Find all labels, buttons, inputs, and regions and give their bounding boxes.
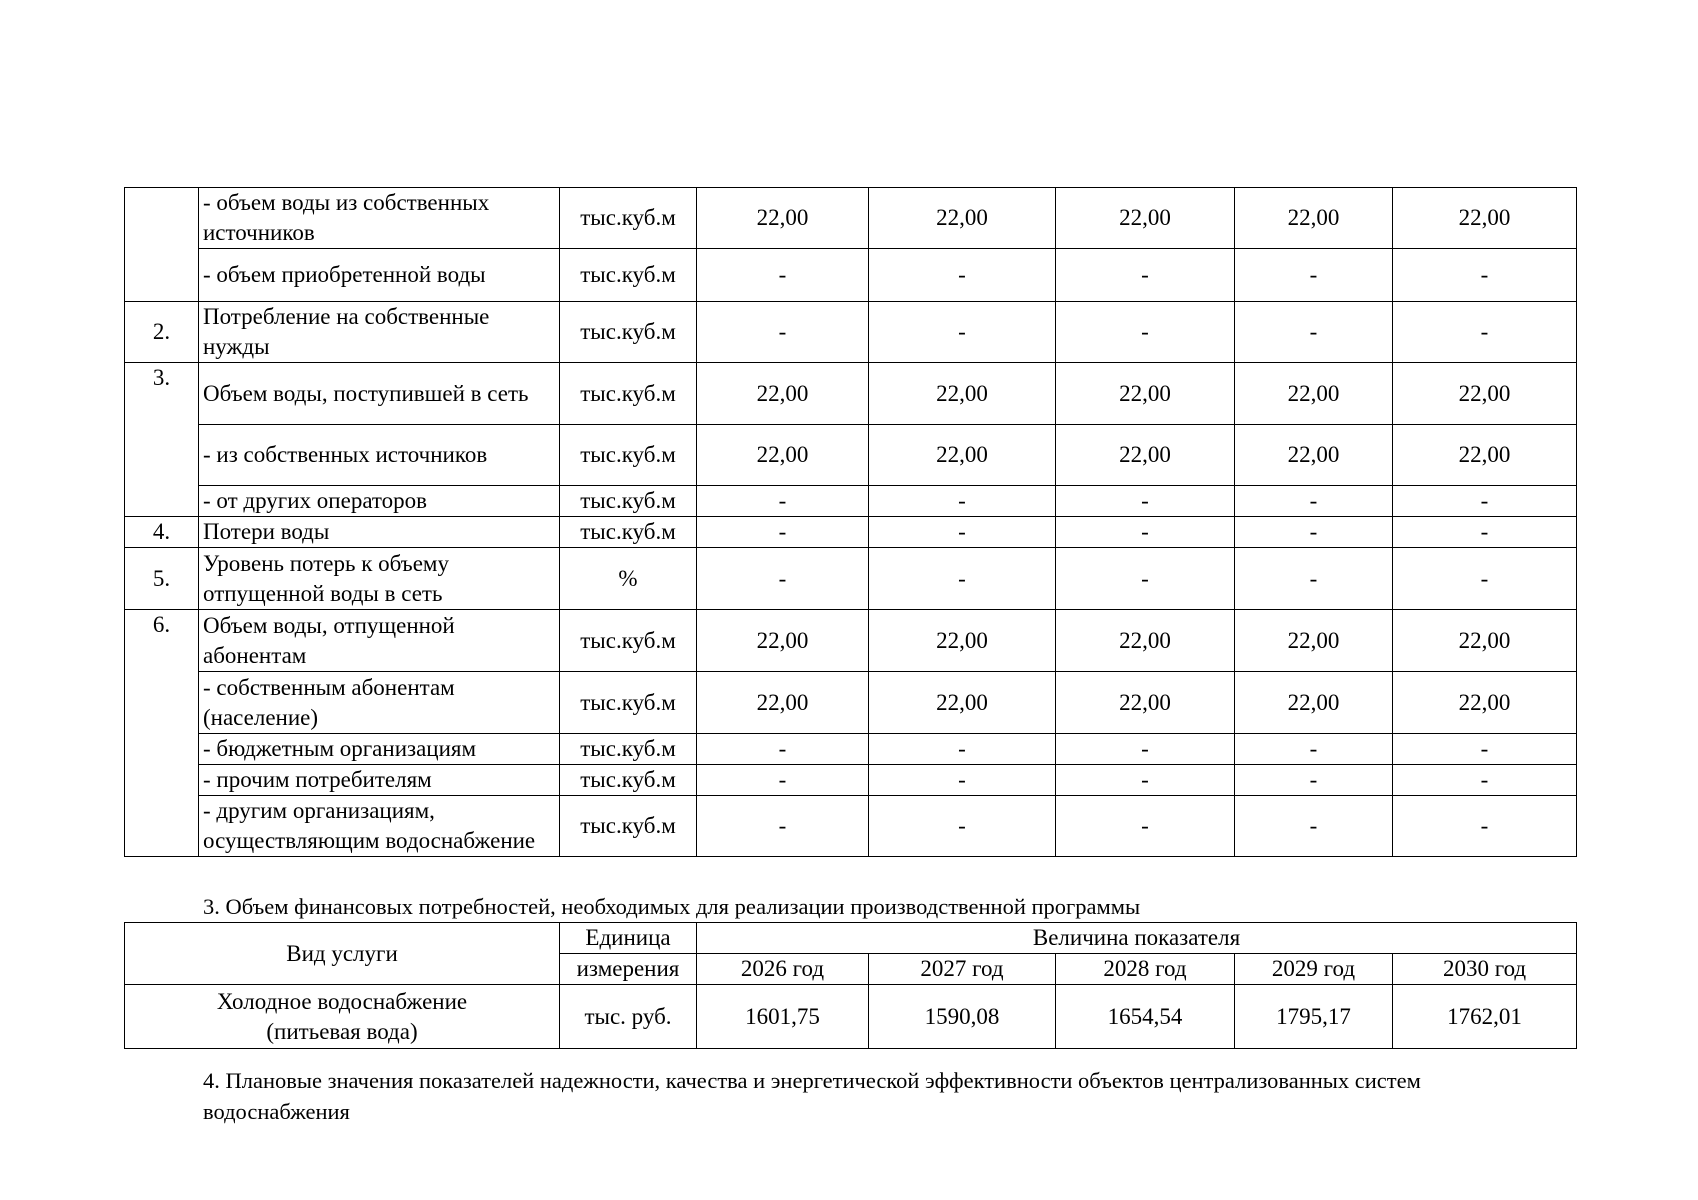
value-cell: 22,00 — [1235, 425, 1393, 486]
section-4-title — [203, 1065, 1421, 1127]
row-number: 2. — [125, 302, 199, 363]
value-cell: 22,00 — [869, 363, 1056, 425]
service-type-cell — [125, 985, 560, 1049]
value-cell: 22,00 — [1235, 188, 1393, 249]
value-cell: - — [1235, 548, 1393, 610]
table-row — [125, 765, 1577, 796]
row-label: - от других операторов — [199, 486, 560, 517]
value-cell: - — [869, 765, 1056, 796]
row-unit: тыс.куб.м — [560, 486, 697, 517]
value-cell: - — [697, 765, 869, 796]
value-cell: - — [869, 548, 1056, 610]
row-label: Потребление на собственные нужды — [199, 302, 560, 363]
value-cell: - — [1393, 796, 1577, 857]
service-type-header: Вид услуги — [125, 923, 560, 985]
row-label: - бюджетным организациям — [199, 734, 560, 765]
value-cell: 22,00 — [1056, 672, 1235, 734]
value-cell: - — [1235, 517, 1393, 548]
value-cell: 22,00 — [869, 425, 1056, 486]
value-cell: - — [1393, 486, 1577, 517]
indicator-value-header: Величина показателя — [697, 923, 1577, 954]
year-header: 2029 год — [1235, 954, 1393, 985]
value-cell: - — [869, 302, 1056, 363]
value-cell: 22,00 — [869, 188, 1056, 249]
row-unit: тыс.куб.м — [560, 672, 697, 734]
service-line1: Холодное водоснабжение — [216, 988, 468, 1014]
row-label: - из собственных источников — [199, 425, 560, 486]
value-cell: 22,00 — [1393, 425, 1577, 486]
row-unit: тыс. руб. — [560, 985, 697, 1049]
row-unit: тыс.куб.м — [560, 188, 697, 249]
value-cell: 22,00 — [1235, 610, 1393, 672]
row-unit: % — [560, 548, 697, 610]
row-unit: тыс.куб.м — [560, 765, 697, 796]
row-label: Потери воды — [199, 517, 560, 548]
row-number: 5. — [125, 548, 199, 610]
year-header: 2027 год — [869, 954, 1056, 985]
value-cell: 22,00 — [1393, 363, 1577, 425]
value-cell: 1795,17 — [1235, 985, 1393, 1049]
row-unit: тыс.куб.м — [560, 425, 697, 486]
value-cell: - — [1056, 734, 1235, 765]
row-label: Объем воды, отпущенной абонентам — [199, 610, 560, 672]
value-cell: 22,00 — [697, 425, 869, 486]
row-unit: тыс.куб.м — [560, 302, 697, 363]
value-cell: - — [1056, 796, 1235, 857]
value-cell: - — [697, 302, 869, 363]
row-unit: тыс.куб.м — [560, 517, 697, 548]
year-header: 2026 год — [697, 954, 869, 985]
value-cell: - — [1235, 486, 1393, 517]
value-cell: 22,00 — [1235, 672, 1393, 734]
value-cell: 22,00 — [697, 610, 869, 672]
value-cell: - — [697, 796, 869, 857]
value-cell: - — [1056, 486, 1235, 517]
value-cell: 22,00 — [869, 610, 1056, 672]
value-cell: - — [1056, 249, 1235, 302]
row-label: - собственным абонентам (население) — [199, 672, 560, 734]
value-cell: - — [1056, 765, 1235, 796]
value-cell: 1762,01 — [1393, 985, 1577, 1049]
value-cell: - — [869, 796, 1056, 857]
section-3-title: 3. Объем финансовых потребностей, необходимых для реализации производственной программы — [203, 894, 1141, 919]
value-cell: - — [1393, 302, 1577, 363]
value-cell: - — [869, 517, 1056, 548]
row-unit: тыс.куб.м — [560, 796, 697, 857]
value-cell: - — [697, 249, 869, 302]
value-cell: 22,00 — [869, 672, 1056, 734]
table-row — [125, 548, 1577, 610]
row-label: - объем приобретенной воды — [199, 249, 560, 302]
row-unit: тыс.куб.м — [560, 249, 697, 302]
value-cell: 22,00 — [697, 363, 869, 425]
row-number — [125, 188, 199, 302]
section-4-title-line1: 4. Плановые значения показателей надежности, качества и энергетической эффективности объектов централизованных систем — [203, 1068, 1421, 1093]
year-header: 2028 год — [1056, 954, 1235, 985]
value-cell: 22,00 — [1393, 610, 1577, 672]
value-cell: - — [1393, 548, 1577, 610]
value-cell: 22,00 — [1056, 188, 1235, 249]
row-number: 6. — [125, 610, 199, 857]
value-cell: - — [1235, 765, 1393, 796]
value-cell: 22,00 — [1056, 610, 1235, 672]
table-row — [125, 734, 1577, 765]
value-cell: - — [1056, 517, 1235, 548]
row-label: - другим организациям, осуществляющим водоснабжение — [199, 796, 560, 857]
year-header: 2030 год — [1393, 954, 1577, 985]
value-cell: 1601,75 — [697, 985, 869, 1049]
value-cell: - — [1393, 734, 1577, 765]
value-cell: 22,00 — [1056, 425, 1235, 486]
table-row — [125, 985, 1577, 1049]
row-label: Объем воды, поступившей в сеть — [199, 363, 560, 425]
table-row — [125, 672, 1577, 734]
table-row — [125, 363, 1577, 425]
value-cell: 22,00 — [1393, 672, 1577, 734]
financial-needs-table — [124, 922, 1577, 1049]
value-cell: 22,00 — [697, 672, 869, 734]
value-cell: - — [697, 486, 869, 517]
row-unit: тыс.куб.м — [560, 610, 697, 672]
row-label: - прочим потребителям — [199, 765, 560, 796]
table-row — [125, 796, 1577, 857]
value-cell: - — [869, 249, 1056, 302]
table-row — [125, 249, 1577, 302]
value-cell: - — [1393, 765, 1577, 796]
table-row — [125, 302, 1577, 363]
value-cell: 22,00 — [697, 188, 869, 249]
value-cell: - — [697, 517, 869, 548]
table-row — [125, 188, 1577, 249]
value-cell: - — [697, 548, 869, 610]
row-label: Уровень потерь к объему отпущенной воды в сеть — [199, 548, 560, 610]
value-cell: - — [869, 734, 1056, 765]
value-cell: 1590,08 — [869, 985, 1056, 1049]
section-4-title-line2: водоснабжения — [203, 1099, 350, 1124]
value-cell: - — [1235, 249, 1393, 302]
value-cell: - — [1056, 302, 1235, 363]
value-cell: - — [1393, 249, 1577, 302]
row-number: 3. — [125, 363, 199, 517]
unit-header-line1: Единица — [560, 923, 697, 954]
value-cell: - — [869, 486, 1056, 517]
table-row — [125, 610, 1577, 672]
value-cell: - — [1235, 302, 1393, 363]
value-cell: 22,00 — [1393, 188, 1577, 249]
value-cell: 22,00 — [1056, 363, 1235, 425]
table-header-row — [125, 923, 1577, 954]
value-cell: - — [697, 734, 869, 765]
row-label: - объем воды из собственных источников — [199, 188, 560, 249]
unit-header-line2: измерения — [560, 954, 697, 985]
row-unit: тыс.куб.м — [560, 734, 697, 765]
table-row — [125, 425, 1577, 486]
row-number: 4. — [125, 517, 199, 548]
table-row — [125, 517, 1577, 548]
water-volume-table — [124, 187, 1577, 857]
value-cell: - — [1235, 796, 1393, 857]
table-row — [125, 486, 1577, 517]
service-line2: (питьевая вода) — [266, 1018, 418, 1044]
value-cell: 1654,54 — [1056, 985, 1235, 1049]
value-cell: - — [1393, 517, 1577, 548]
value-cell: 22,00 — [1235, 363, 1393, 425]
row-unit: тыс.куб.м — [560, 363, 697, 425]
value-cell: - — [1235, 734, 1393, 765]
value-cell: - — [1056, 548, 1235, 610]
